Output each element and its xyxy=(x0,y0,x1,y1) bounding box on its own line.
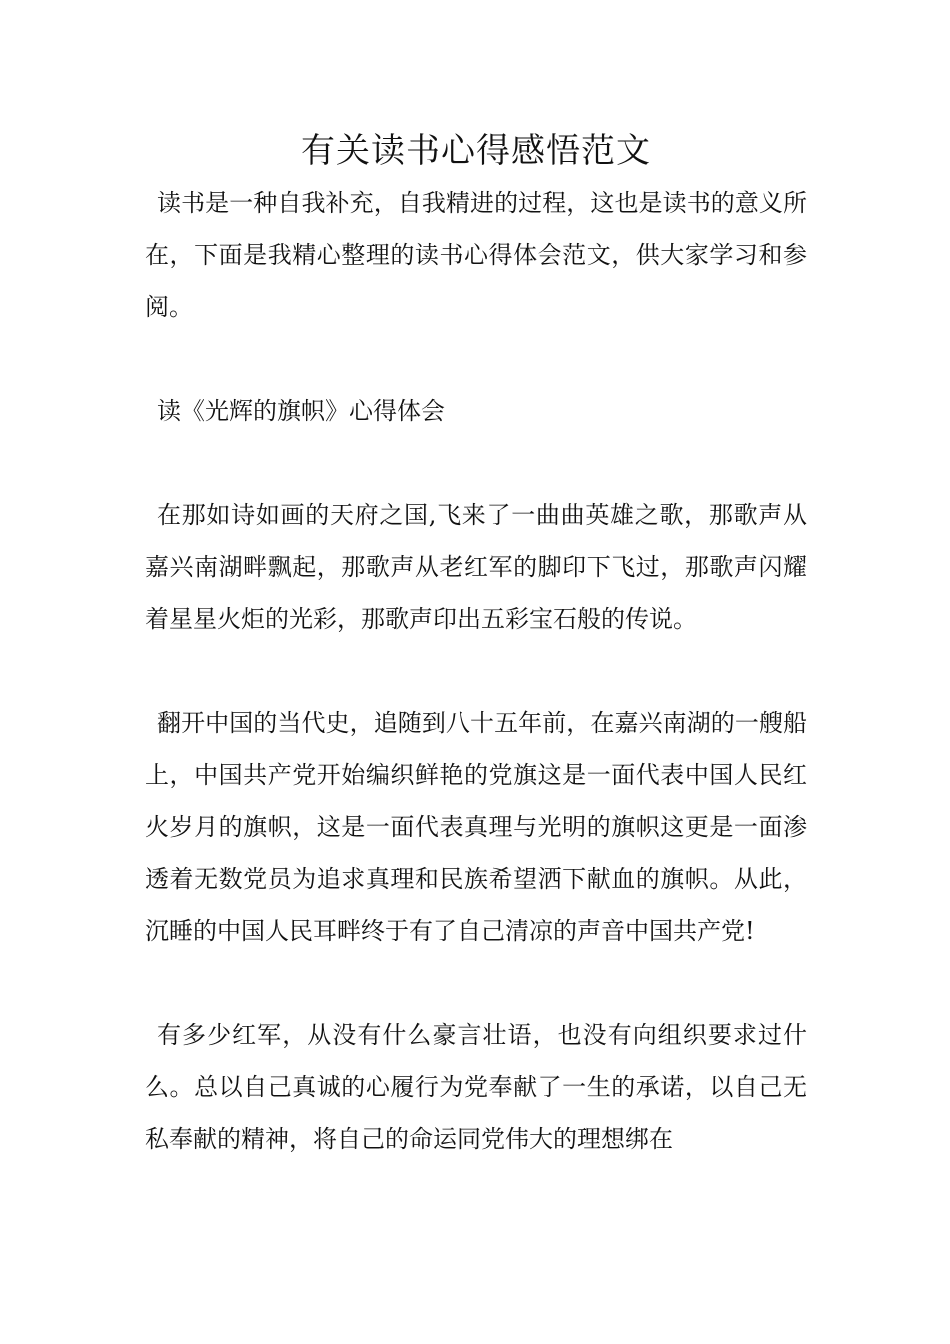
document-title: 有关读书心得感悟范文 xyxy=(301,131,651,171)
intro-paragraph: 读书是一种自我补充，自我精进的过程，这也是读书的意义所在，下面是我精心整理的读书心得体会范文，供大家学习和参阅。 xyxy=(145,189,807,321)
paragraph-spacer xyxy=(145,645,807,697)
body-paragraph: 有多少红军，从没有什么豪言壮语，也没有向组织要求过什么。总以自己真诚的心履行为党奉献了一生的承诺，以自己无私奉献的精神，将自己的命运同党伟大的理想绑在 xyxy=(145,1021,807,1153)
body-paragraph: 在那如诗如画的天府之国,飞来了一曲曲英雄之歌，那歌声从嘉兴南湖畔飘起，那歌声从老红军的脚印下飞过，那歌声闪耀着星星火炬的光彩，那歌声印出五彩宝石般的传说。 xyxy=(145,501,807,633)
document-page xyxy=(145,125,807,1165)
paragraph-spacer xyxy=(145,437,807,489)
paragraph-spacer xyxy=(145,957,807,1009)
section-heading: 读《光辉的旗帜》心得体会 xyxy=(157,397,445,425)
body-paragraph: 翻开中国的当代史，追随到八十五年前，在嘉兴南湖的一艘船上，中国共产党开始编织鲜艳的党旗这是一面代表中国人民红火岁月的旗帜，这是一面代表真理与光明的旗帜这更是一面渗透着无数党员为追求真理和民族希望洒下献血的旗帜。从此，沉睡的中国人民耳畔终于有了自己清凉的声音中国共产党! xyxy=(145,709,807,945)
paragraph-spacer xyxy=(145,333,807,385)
